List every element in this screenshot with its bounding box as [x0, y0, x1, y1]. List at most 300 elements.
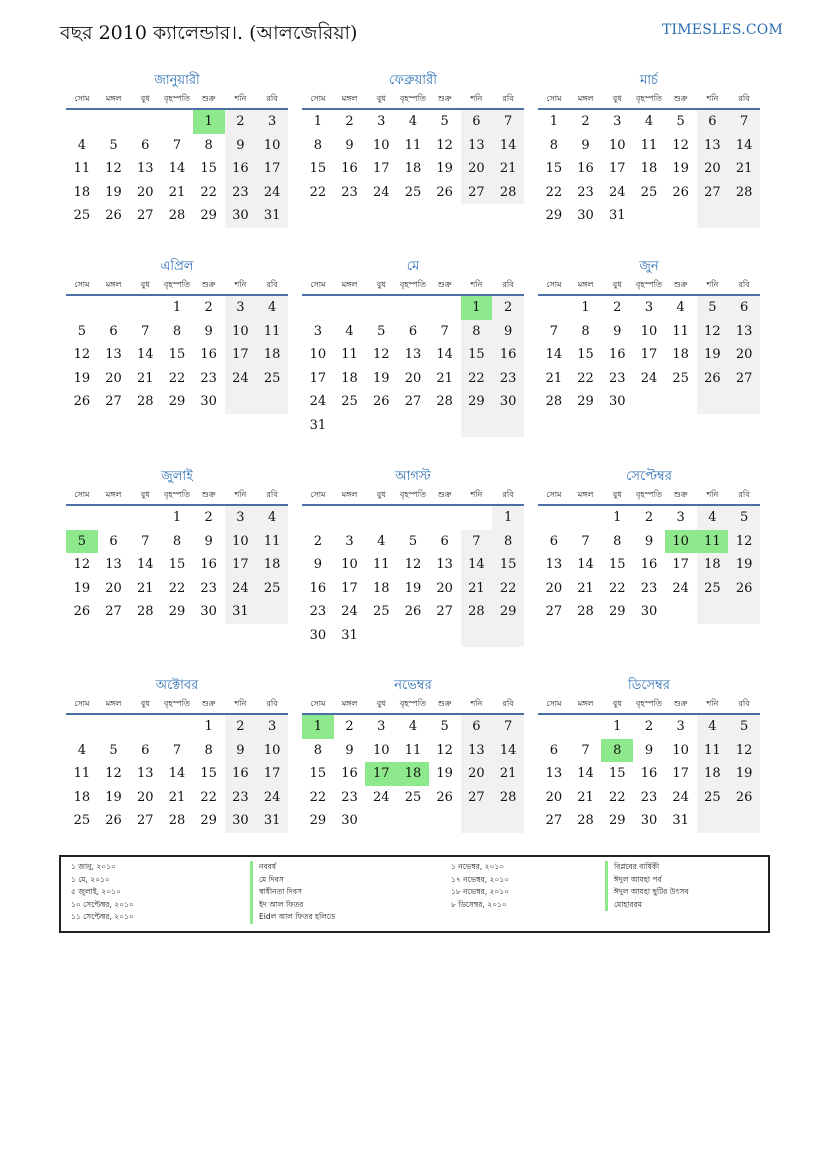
day-cell: 15: [168, 347, 186, 363]
day-cell: 10: [341, 557, 358, 573]
day-cell: 27: [105, 604, 122, 620]
empty-cell: [429, 809, 461, 833]
day-cell: 26: [404, 604, 422, 620]
day-cell: 21: [545, 370, 563, 386]
day-cell: 4: [697, 714, 729, 739]
weekday-header: রবি: [256, 91, 288, 109]
day-cell: 10: [309, 347, 327, 363]
day-cell: 24: [225, 367, 257, 391]
day-cell: 5: [77, 323, 86, 339]
day-cell: 16: [309, 580, 327, 596]
weekday-header: বৃহস্পতি: [633, 277, 665, 295]
day-cell: 15: [461, 343, 493, 367]
day-cell: 8: [172, 533, 182, 549]
weekday-header: রবি: [728, 487, 760, 505]
day-cell: 5: [697, 295, 729, 320]
day-cell: 18: [73, 789, 91, 805]
day-cell: 22: [461, 367, 493, 391]
day-cell: 4: [256, 295, 288, 320]
legend-names-right: [605, 861, 689, 911]
day-cell: 15: [309, 161, 327, 177]
day-cell: 21: [492, 157, 524, 181]
legend-holiday: বিপ্লবের বার্ষিকী: [605, 861, 689, 874]
month-block: [538, 468, 760, 624]
month-name: জুন: [639, 259, 659, 274]
weekday-header: শনি: [225, 91, 257, 109]
day-cell: 27: [136, 208, 154, 224]
day-cell: 18: [640, 161, 658, 177]
day-cell: 1: [492, 505, 524, 530]
day-cell: 2: [581, 114, 590, 130]
empty-cell: [570, 714, 602, 739]
day-cell: 30: [492, 390, 524, 414]
legend-names-left: [250, 861, 335, 924]
day-cell: 15: [608, 766, 626, 782]
weekday-header: রবি: [256, 696, 288, 714]
day-cell: 12: [372, 347, 390, 363]
day-cell: 20: [136, 184, 154, 200]
weekday-header: রবি: [256, 487, 288, 505]
day-cell: 16: [341, 766, 358, 782]
empty-cell: [492, 809, 524, 833]
day-cell: 2: [225, 714, 257, 739]
day-cell: 11: [73, 161, 91, 177]
day-cell: 9: [644, 533, 654, 549]
day-cell: 10: [225, 530, 257, 554]
weekday-header: শুক্র: [193, 91, 225, 109]
day-cell: 4: [408, 719, 418, 735]
day-cell: 14: [492, 739, 524, 763]
day-cell: 21: [168, 789, 186, 805]
empty-cell: [697, 809, 729, 833]
day-cell: 23: [640, 789, 658, 805]
day-cell: 5: [377, 323, 386, 339]
day-cell: 29: [309, 813, 327, 829]
empty-cell: [98, 109, 130, 134]
day-cell: 8: [204, 137, 213, 153]
day-cell: 13: [436, 557, 453, 573]
day-cell: 13: [545, 766, 563, 782]
weekday-header: সোম: [302, 487, 334, 505]
day-cell: 22: [168, 370, 186, 386]
day-cell: 13: [697, 134, 729, 158]
day-cell: 15: [608, 557, 626, 573]
weekday-header: বৃহস্পতি: [397, 696, 429, 714]
day-cell: 7: [549, 323, 558, 339]
day-cell: 24: [256, 181, 288, 205]
day-cell: 20: [461, 157, 493, 181]
weekday-header: শনি: [697, 696, 729, 714]
month-name: ডিসেম্বর: [628, 678, 670, 693]
weekday-header: মঙ্গল: [570, 696, 602, 714]
weekday-header: সোম: [66, 91, 98, 109]
day-cell: 6: [728, 295, 760, 320]
day-cell: 9: [204, 323, 213, 339]
day-cell: 13: [404, 347, 422, 363]
day-cell: 10: [372, 137, 390, 153]
empty-cell: [397, 624, 429, 648]
day-cell: 11: [640, 137, 658, 153]
brand-link[interactable]: TIMESLES.COM: [662, 22, 783, 38]
day-cell: 11: [73, 766, 91, 782]
day-cell: 31: [608, 208, 626, 224]
day-cell: 30: [309, 627, 327, 643]
day-cell: 12: [73, 347, 91, 363]
day-cell: 9: [313, 557, 322, 573]
day-cell: 18: [697, 553, 729, 577]
day-cell: 21: [168, 184, 186, 200]
day-cell: 4: [697, 505, 729, 530]
empty-cell: [98, 714, 130, 739]
day-cell: 3: [377, 114, 386, 130]
month-block: [538, 72, 760, 228]
day-cell: 26: [105, 813, 122, 829]
day-cell: 14: [136, 557, 154, 573]
day-cell: 15: [309, 766, 327, 782]
day-cell: 20: [136, 789, 154, 805]
day-cell: 16: [640, 766, 658, 782]
day-cell: 25: [256, 577, 288, 601]
day-cell: 19: [372, 370, 390, 386]
empty-cell: [334, 505, 366, 530]
empty-cell: [728, 390, 760, 414]
day-cell: 11: [256, 320, 288, 344]
empty-cell: [728, 809, 760, 833]
day-cell: 19: [436, 766, 453, 782]
day-cell: 28: [577, 604, 594, 620]
empty-cell: [461, 505, 493, 530]
day-cell: 5: [408, 533, 418, 549]
legend-date: ১ নভেম্বর, ২০১০: [451, 862, 505, 871]
day-cell: 25: [672, 370, 689, 386]
day-cell: 26: [73, 394, 91, 410]
weekday-header: বৃহস্পতি: [161, 91, 193, 109]
day-cell: 9: [613, 323, 622, 339]
day-cell: 20: [105, 580, 122, 596]
day-cell: 23: [341, 789, 358, 805]
empty-cell: [161, 714, 193, 739]
day-cell: 1: [172, 300, 182, 316]
day-cell: 23: [341, 184, 358, 200]
empty-cell: [334, 295, 366, 320]
day-cell: 25: [73, 208, 91, 224]
weekday-header: বুধ: [601, 487, 633, 505]
day-cell: 10: [672, 742, 689, 758]
day-cell: 11: [404, 137, 422, 153]
weekday-header: সোম: [66, 277, 98, 295]
day-cell: 1: [461, 295, 493, 320]
weekday-header: শনি: [225, 277, 257, 295]
day-cell: 13: [105, 557, 122, 573]
day-cell: 27: [436, 604, 453, 620]
month-name: মার্চ: [639, 73, 658, 88]
day-cell: 5: [676, 114, 685, 130]
day-cell: 14: [436, 347, 453, 363]
weekday-header: বৃহস্পতি: [161, 487, 193, 505]
day-cell: 9: [581, 137, 590, 153]
day-cell: 6: [109, 533, 118, 549]
day-cell: 7: [141, 533, 150, 549]
weekday-header: শনি: [697, 487, 729, 505]
day-cell: 17: [672, 557, 689, 573]
empty-cell: [302, 505, 334, 530]
day-cell: 1: [193, 109, 225, 134]
weekday-header: সোম: [538, 487, 570, 505]
day-cell: 16: [200, 347, 217, 363]
day-cell: 25: [640, 184, 658, 200]
day-cell: 16: [341, 161, 358, 177]
day-cell: 31: [309, 417, 327, 433]
day-cell: 17: [365, 762, 397, 786]
empty-cell: [129, 714, 161, 739]
empty-cell: [129, 109, 161, 134]
day-cell: 5: [440, 114, 449, 130]
weekday-header: বুধ: [365, 277, 397, 295]
day-cell: 2: [225, 109, 257, 134]
day-cell: 18: [404, 161, 422, 177]
day-cell: 19: [697, 343, 729, 367]
day-cell: 22: [577, 370, 594, 386]
day-cell: 2: [644, 510, 654, 526]
day-cell: 28: [545, 394, 563, 410]
legend-dates-left: [71, 861, 134, 924]
day-cell: 18: [672, 347, 689, 363]
empty-cell: [66, 714, 98, 739]
day-cell: 6: [461, 109, 493, 134]
weekday-header: মঙ্গল: [570, 277, 602, 295]
month-block: [66, 72, 288, 228]
day-cell: 16: [492, 343, 524, 367]
day-cell: 19: [672, 161, 689, 177]
empty-cell: [728, 600, 760, 624]
day-cell: 25: [73, 813, 91, 829]
day-cell: 29: [577, 394, 594, 410]
day-cell: 7: [172, 742, 182, 758]
day-cell: 12: [728, 530, 760, 554]
month-name: ফেব্রুয়ারী: [389, 73, 437, 88]
month-block: [66, 258, 288, 414]
empty-cell: [697, 204, 729, 228]
day-cell: 12: [105, 766, 122, 782]
month-name: মে: [406, 259, 420, 274]
day-cell: 6: [141, 137, 150, 153]
day-cell: 31: [256, 809, 288, 833]
day-cell: 24: [225, 577, 257, 601]
empty-cell: [66, 109, 98, 134]
legend-date: ১৮ নভেম্বর, ২০১০: [451, 887, 510, 896]
day-cell: 6: [549, 742, 558, 758]
day-cell: 19: [73, 580, 91, 596]
empty-cell: [397, 809, 429, 833]
day-cell: 30: [608, 394, 626, 410]
day-cell: 10: [665, 530, 697, 554]
weekday-header: শুক্র: [429, 91, 461, 109]
month-name: অক্টোবর: [155, 678, 199, 693]
weekday-header: বৃহস্পতি: [397, 277, 429, 295]
day-cell: 17: [225, 553, 257, 577]
day-cell: 26: [672, 184, 689, 200]
day-cell: 28: [436, 394, 453, 410]
day-cell: 28: [136, 394, 154, 410]
day-cell: 8: [204, 742, 213, 758]
day-cell: 31: [256, 204, 288, 228]
weekday-header: বুধ: [601, 91, 633, 109]
day-cell: 1: [613, 719, 622, 735]
day-cell: 10: [256, 739, 288, 763]
day-cell: 7: [492, 714, 524, 739]
day-cell: 22: [309, 789, 327, 805]
day-cell: 13: [728, 320, 760, 344]
day-cell: 23: [577, 184, 594, 200]
day-cell: 3: [313, 323, 322, 339]
day-cell: 29: [168, 394, 186, 410]
day-cell: 15: [200, 161, 217, 177]
day-cell: 27: [728, 367, 760, 391]
day-cell: 1: [581, 300, 590, 316]
day-cell: 18: [697, 762, 729, 786]
weekday-header: বৃহস্পতি: [397, 487, 429, 505]
weekday-header: বুধ: [601, 277, 633, 295]
weekday-header: শুক্র: [429, 487, 461, 505]
day-cell: 9: [345, 742, 354, 758]
legend-dates-right: [451, 861, 509, 911]
day-cell: 1: [549, 114, 558, 130]
day-cell: 16: [200, 557, 217, 573]
day-cell: 4: [77, 137, 86, 153]
day-cell: 30: [640, 604, 658, 620]
day-cell: 21: [136, 370, 154, 386]
day-cell: 21: [436, 370, 453, 386]
day-cell: 17: [225, 343, 257, 367]
day-cell: 13: [461, 134, 493, 158]
empty-cell: [665, 600, 697, 624]
empty-cell: [697, 600, 729, 624]
day-cell: 8: [172, 323, 182, 339]
day-cell: 6: [461, 714, 493, 739]
day-cell: 8: [613, 533, 622, 549]
day-cell: 12: [672, 137, 689, 153]
day-cell: 24: [672, 580, 689, 596]
day-cell: 2: [204, 510, 213, 526]
weekday-header: মঙ্গল: [334, 696, 366, 714]
weekday-header: মঙ্গল: [98, 91, 130, 109]
weekday-header: রবি: [492, 487, 524, 505]
day-cell: 15: [168, 557, 186, 573]
day-cell: 28: [136, 604, 154, 620]
month-block: [302, 677, 524, 833]
empty-cell: [492, 414, 524, 438]
day-cell: 17: [256, 762, 288, 786]
empty-cell: [256, 600, 288, 624]
day-cell: 4: [408, 114, 418, 130]
weekday-header: শুক্র: [193, 277, 225, 295]
weekday-header: মঙ্গল: [570, 91, 602, 109]
day-cell: 14: [728, 134, 760, 158]
weekday-header: বুধ: [365, 91, 397, 109]
month-name: নভেম্বর: [394, 678, 432, 693]
day-cell: 16: [225, 762, 257, 786]
empty-cell: [365, 809, 397, 833]
day-cell: 8: [601, 739, 633, 763]
day-cell: 31: [672, 813, 689, 829]
day-cell: 2: [613, 300, 622, 316]
day-cell: 17: [309, 370, 327, 386]
day-cell: 27: [545, 813, 563, 829]
day-cell: 9: [204, 533, 213, 549]
empty-cell: [66, 295, 98, 320]
day-cell: 5: [728, 714, 760, 739]
day-cell: 27: [461, 786, 493, 810]
weekday-header: মঙ্গল: [98, 696, 130, 714]
day-cell: 3: [676, 719, 685, 735]
day-cell: 23: [200, 580, 217, 596]
day-cell: 15: [577, 347, 594, 363]
day-cell: 22: [608, 789, 626, 805]
day-cell: 26: [105, 208, 122, 224]
day-cell: 5: [109, 742, 118, 758]
day-cell: 13: [545, 557, 563, 573]
day-cell: 16: [225, 157, 257, 181]
day-cell: 12: [105, 161, 122, 177]
day-cell: 10: [225, 320, 257, 344]
day-cell: 11: [672, 323, 689, 339]
day-cell: 17: [608, 161, 626, 177]
day-cell: 14: [168, 161, 186, 177]
day-cell: 21: [577, 580, 594, 596]
day-cell: 13: [461, 739, 493, 763]
day-cell: 24: [640, 370, 658, 386]
day-cell: 8: [313, 137, 322, 153]
day-cell: 9: [225, 134, 257, 158]
day-cell: 23: [640, 580, 658, 596]
day-cell: 25: [697, 577, 729, 601]
month-block: [302, 72, 524, 204]
day-cell: 2: [345, 114, 354, 130]
weekday-header: বৃহস্পতি: [161, 696, 193, 714]
legend-date: ১১ সেপ্টেম্বর, ২০১০: [71, 912, 134, 921]
day-cell: 6: [549, 533, 558, 549]
day-cell: 11: [697, 739, 729, 763]
day-cell: 11: [404, 742, 422, 758]
day-cell: 7: [461, 530, 493, 554]
weekday-header: বুধ: [601, 696, 633, 714]
day-cell: 28: [168, 208, 186, 224]
weekday-header: মঙ্গল: [334, 91, 366, 109]
day-cell: 31: [341, 627, 358, 643]
day-cell: 26: [372, 394, 390, 410]
weekday-header: শনি: [225, 696, 257, 714]
day-cell: 10: [256, 134, 288, 158]
day-cell: 26: [436, 184, 453, 200]
weekday-header: সোম: [66, 696, 98, 714]
day-cell: 5: [440, 719, 449, 735]
day-cell: 3: [225, 505, 257, 530]
empty-cell: [129, 505, 161, 530]
day-cell: 3: [345, 533, 354, 549]
day-cell: 4: [77, 742, 86, 758]
day-cell: 18: [341, 370, 358, 386]
day-cell: 30: [341, 813, 358, 829]
legend-holiday: ঈদুল আযহা ছুটির উৎসব: [605, 886, 689, 899]
legend-holiday: Eidল আল ফিতর হলিডে: [250, 911, 335, 924]
day-cell: 12: [404, 557, 422, 573]
day-cell: 23: [225, 786, 257, 810]
day-cell: 13: [105, 347, 122, 363]
day-cell: 24: [372, 789, 390, 805]
weekday-header: সোম: [538, 696, 570, 714]
day-cell: 23: [492, 367, 524, 391]
day-cell: 3: [676, 510, 685, 526]
